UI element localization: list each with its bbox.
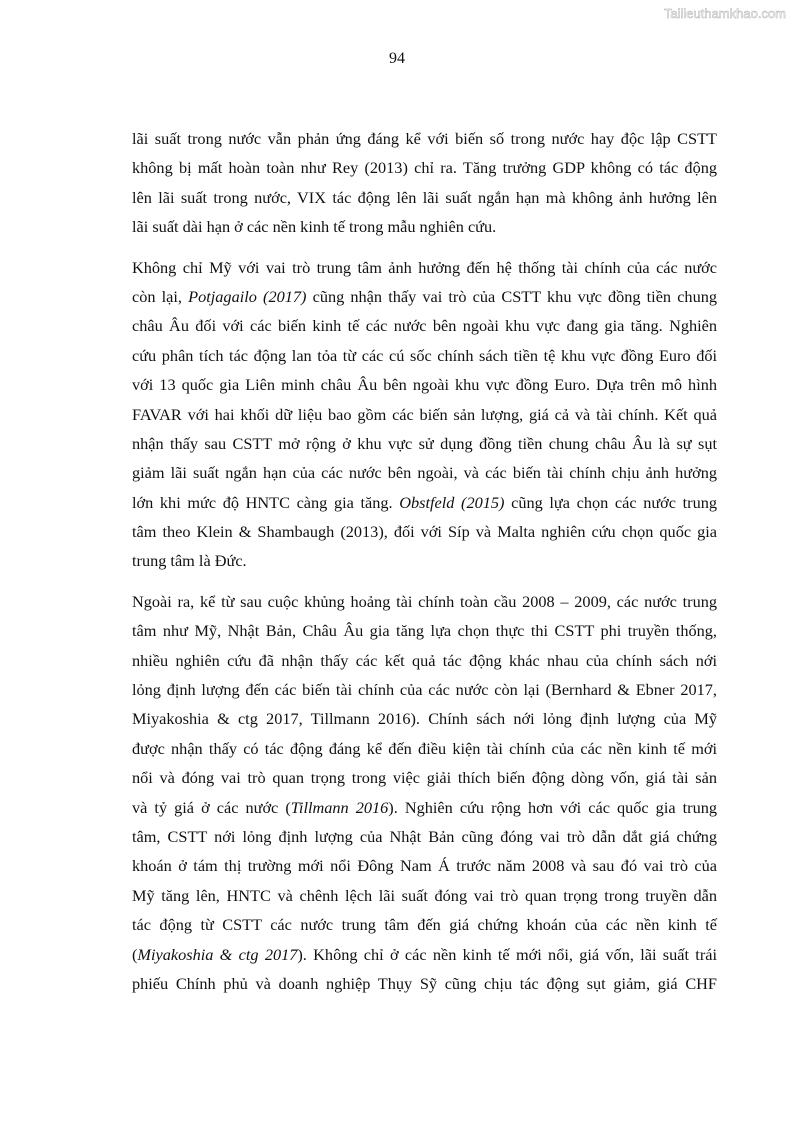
paragraph <box>132 253 717 576</box>
text-line: Mỹ tăng lên, HNTC và chênh lệch lãi suất đóng vai trò quan trọng trong truyền dẫn <box>132 885 717 905</box>
text-line: FAVAR với hai khối dữ liệu bao gồm các biến sản lượng, giá cả và tài chính. Kết quả <box>132 404 717 424</box>
text-line: lãi suất trong nước vẫn phản ứng đáng kể với biến số trong nước hay độc lập CSTT <box>132 129 717 148</box>
text-line: nhận thấy sau CSTT mở rộng ở khu vực sử dụng đồng tiền chung châu Âu là sự sụt <box>132 433 717 453</box>
citation: Tillmann 2016 <box>290 797 389 817</box>
text-line: Ngoài ra, kể từ sau cuộc khủng hoảng tài chính toàn cầu 2008 – 2009, các nước trung <box>132 591 717 611</box>
watermark: Tailieuthamkhao.com <box>663 6 786 21</box>
text-line: tác động từ CSTT các nước trung tâm đến giá chứng khoán của các nền kinh tế <box>132 915 717 935</box>
text-line: cứu phân tích tác động lan tỏa từ các cú sốc chính sách tiền tệ khu vực đồng Euro đối <box>132 345 717 365</box>
text-line: giảm lãi suất ngắn hạn của các nước bên ngoài, và các biến tài chính chịu ảnh hưởng <box>132 463 717 483</box>
paragraph <box>132 124 717 242</box>
text-line: nhiều nghiên cứu đã nhận thấy các kết quả tác động khác nhau của chính sách nới <box>132 650 717 670</box>
text-line: trung tâm là Đức. <box>132 551 247 571</box>
text-line: nổi và đóng vai trò quan trọng trong việc giải thích biến động dòng vốn, giá tài sản <box>132 768 717 788</box>
paragraph <box>132 587 717 998</box>
text-line: còn lại, Potjagailo (2017) cũng nhận thấy vai trò của CSTT khu vực đồng tiền chung <box>132 286 717 306</box>
text-line: lên lãi suất trong nước, VIX tác động lên lãi suất ngắn hạn mà không ảnh hưởng lên <box>132 187 717 207</box>
text-line: khoán ở tám thị trường mới nổi Đông Nam Á trước năm 2008 và sau đó vai trò của <box>132 856 717 876</box>
text-line: lãi suất dài hạn ở các nền kinh tế trong mẫu nghiên cứu. <box>132 217 497 237</box>
text-line: (Miyakoshia & ctg 2017). Không chỉ ở các nền kinh tế mới nổi, giá vốn, lãi suất trái <box>132 944 717 964</box>
text-line: lớn khi mức độ HNTC càng gia tăng. Obstfeld (2015) cũng lựa chọn các nước trung <box>132 492 717 512</box>
text-line: không bị mất hoàn toàn như Rey (2013) chỉ ra. Tăng trưởng GDP không có tác động <box>132 158 717 178</box>
text-line: lỏng định lượng đến các biến tài chính của các nước còn lại (Bernhard & Ebner 2017, <box>132 680 717 700</box>
text-line: được nhận thấy có tác động đáng kể đến điều kiện tài chính của các nền kinh tế mới <box>132 738 717 758</box>
text-line: Không chỉ Mỹ với vai trò trung tâm ảnh hưởng đến hệ thống tài chính của các nước <box>132 257 717 277</box>
citation: Miyakoshia & ctg 2017 <box>137 944 298 964</box>
page-number: 94 <box>389 50 405 67</box>
text-line: với 13 quốc gia Liên minh châu Âu bên ngoài khu vực đồng Euro. Dựa trên mô hình <box>132 375 717 395</box>
text-line: châu Âu đối với các biến kinh tế các nước bên ngoài khu vực đang gia tăng. Nghiên <box>132 316 717 336</box>
citation: Obstfeld (2015) <box>399 492 505 512</box>
text-line: tâm theo Klein & Shambaugh (2013), đối với Síp và Malta nghiên cứu chọn quốc gia <box>132 522 717 542</box>
body-text <box>132 124 717 1009</box>
text-line: phiếu Chính phủ và doanh nghiệp Thụy Sỹ cũng chịu tác động sụt giảm, giá CHF <box>132 973 717 993</box>
citation: Potjagailo (2017) <box>188 286 307 306</box>
text-line: tâm, CSTT nới lỏng định lượng của Nhật Bản cũng đóng vai trò dẫn dắt giá chứng <box>132 826 717 846</box>
text-line: tâm như Mỹ, Nhật Bản, Châu Âu gia tăng lựa chọn thực thi CSTT phi truyền thống, <box>132 621 717 641</box>
text-line: Miyakoshia & ctg 2017, Tillmann 2016). Chính sách nới lỏng định lượng của Mỹ <box>132 709 717 729</box>
text-line: và tỷ giá ở các nước (Tillmann 2016). Nghiên cứu rộng hơn với các quốc gia trung <box>132 797 717 817</box>
